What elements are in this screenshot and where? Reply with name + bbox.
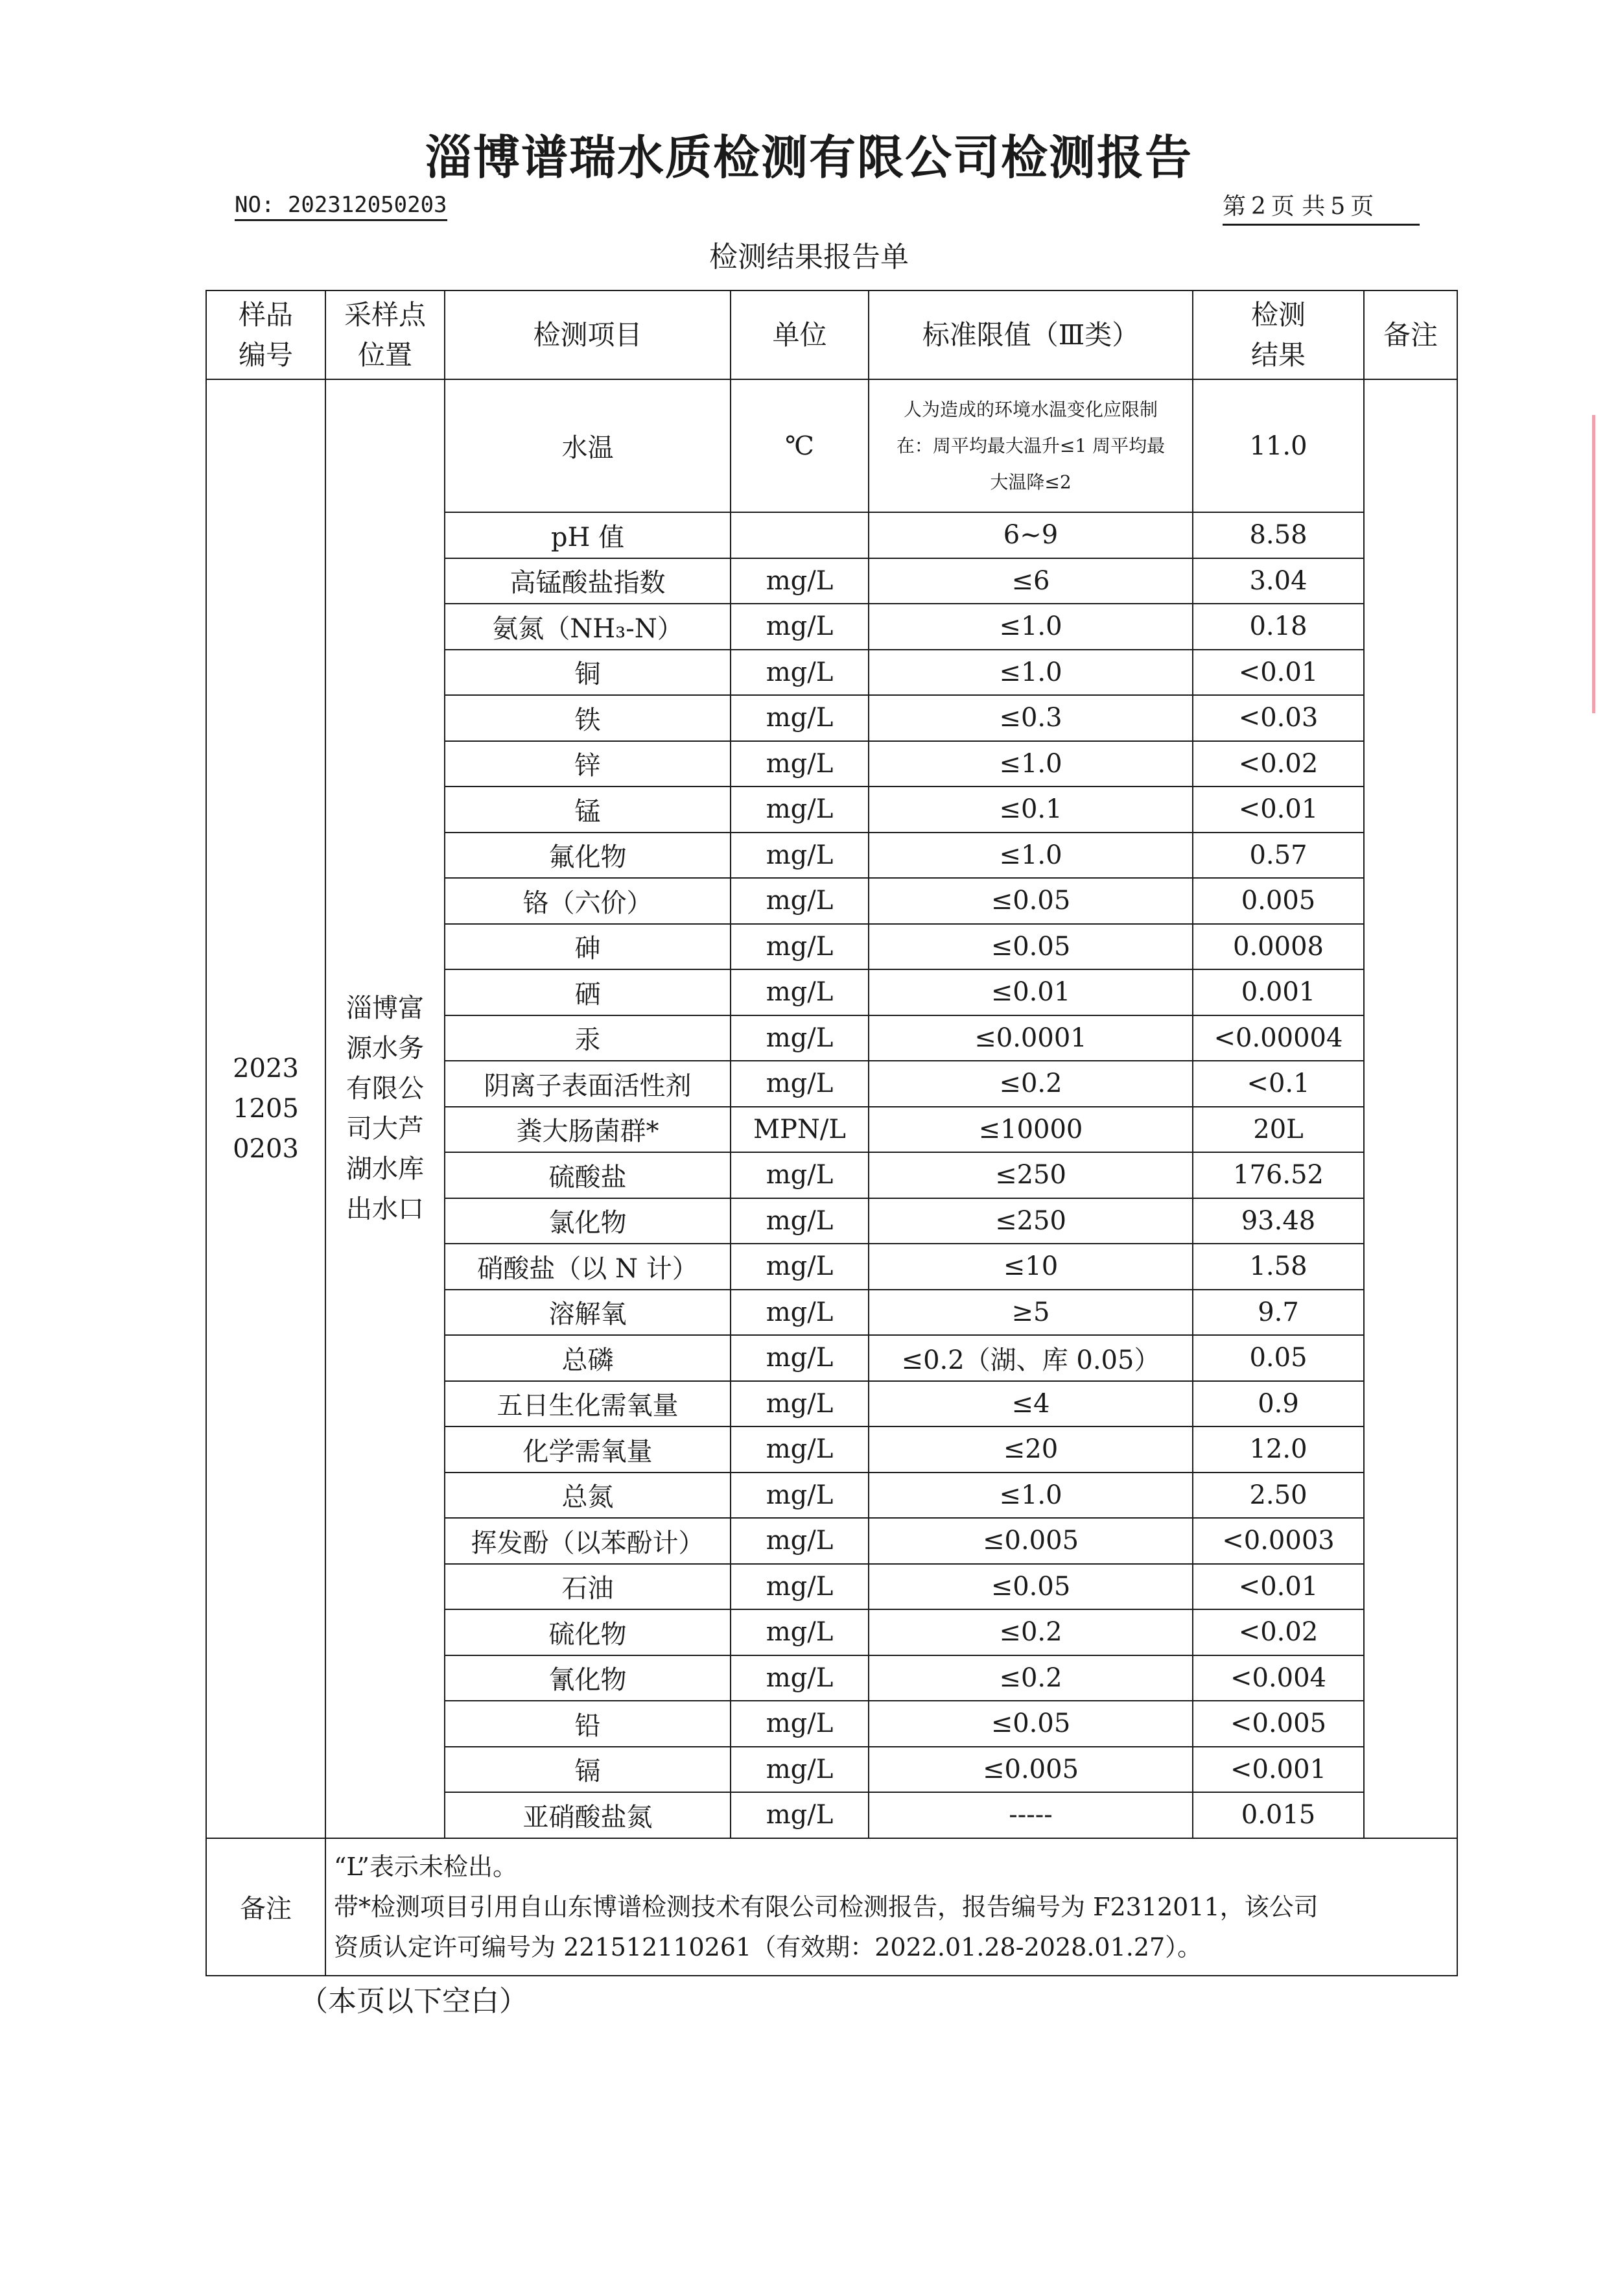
- standard-cell: 6~9: [869, 512, 1193, 558]
- unit-cell: [731, 512, 869, 558]
- item-cell: 氟化物: [445, 833, 731, 879]
- result-cell: 11.0: [1193, 379, 1364, 512]
- page-current: 2: [1251, 193, 1266, 220]
- item-cell: 铁: [445, 695, 731, 741]
- item-cell: 五日生化需氧量: [445, 1381, 731, 1427]
- result-cell: <0.00004: [1193, 1015, 1364, 1061]
- result-cell: 1.58: [1193, 1244, 1364, 1290]
- standard-cell: ≤0.005: [869, 1747, 1193, 1793]
- header-sample-id: 样品 编号: [206, 290, 325, 379]
- standard-cell: ≤250: [869, 1152, 1193, 1198]
- standard-cell: ≤0.05: [869, 1701, 1193, 1747]
- header-result: 检测 结果: [1193, 290, 1364, 379]
- notes-row: [206, 1838, 1457, 1976]
- result-cell: 176.52: [1193, 1152, 1364, 1198]
- unit-cell: mg/L: [731, 604, 869, 650]
- item-cell: 挥发酚（以苯酚计）: [445, 1518, 731, 1564]
- item-cell: 锰: [445, 787, 731, 833]
- standard-cell: ≤0.005: [869, 1518, 1193, 1564]
- standard-line: 在：周平均最大温升≤1 周平均最: [896, 434, 1166, 456]
- result-cell: 0.05: [1193, 1335, 1364, 1381]
- result-cell: <0.01: [1193, 1564, 1364, 1610]
- item-cell: 溶解氧: [445, 1290, 731, 1336]
- result-cell: 3.04: [1193, 558, 1364, 604]
- standard-cell: ≤6: [869, 558, 1193, 604]
- unit-cell: mg/L: [731, 1701, 869, 1747]
- item-cell: pH 值: [445, 512, 731, 558]
- item-cell: 锌: [445, 741, 731, 787]
- standard-cell: ≤0.05: [869, 1564, 1193, 1610]
- standard-cell: ≤1.0: [869, 650, 1193, 696]
- page-label-suffix: 页: [1350, 193, 1374, 220]
- item-cell: 粪大肠菌群*: [445, 1107, 731, 1153]
- sample-location-line: 司大芦: [346, 1113, 424, 1144]
- item-cell: 砷: [445, 924, 731, 970]
- standard-cell: ≤20: [869, 1426, 1193, 1473]
- item-cell: 阴离子表面活性剂: [445, 1061, 731, 1107]
- result-cell: <0.1: [1193, 1061, 1364, 1107]
- standard-cell: ≤1.0: [869, 833, 1193, 879]
- result-cell: <0.02: [1193, 741, 1364, 787]
- notes-label: 备注: [206, 1838, 325, 1976]
- result-cell: 0.001: [1193, 969, 1364, 1015]
- standard-line: 大温降≤2: [990, 471, 1072, 493]
- sample-location-line: 淄博富: [346, 993, 424, 1023]
- sample-id-line: 2023: [233, 1053, 299, 1083]
- unit-cell: mg/L: [731, 1792, 869, 1838]
- standard-cell: ≤0.2: [869, 1061, 1193, 1107]
- result-cell: <0.0003: [1193, 1518, 1364, 1564]
- result-cell: 2.50: [1193, 1473, 1364, 1519]
- sample-id-cell: [206, 379, 325, 1838]
- result-cell: 0.005: [1193, 878, 1364, 924]
- sample-id-line: 0203: [233, 1133, 299, 1164]
- unit-cell: mg/L: [731, 1152, 869, 1198]
- header-remark: 备注: [1364, 290, 1457, 379]
- item-cell: 硒: [445, 969, 731, 1015]
- result-cell: 8.58: [1193, 512, 1364, 558]
- item-cell: 总氮: [445, 1473, 731, 1519]
- unit-cell: mg/L: [731, 1473, 869, 1519]
- page-label-mid: 页 共: [1271, 193, 1326, 220]
- standard-cell: -----: [869, 1792, 1193, 1838]
- notes-cell: [325, 1838, 1457, 1976]
- standard-cell: ≤0.0001: [869, 1015, 1193, 1061]
- standard-cell: ≤250: [869, 1198, 1193, 1244]
- unit-cell: ℃: [731, 379, 869, 512]
- note-line: “L”表示未检出。: [334, 1852, 517, 1881]
- standard-cell: ≤1.0: [869, 1473, 1193, 1519]
- report-number: NO: 202312050203: [235, 192, 447, 221]
- item-cell: 铬（六价）: [445, 878, 731, 924]
- sample-location-line: 湖水库: [346, 1154, 424, 1184]
- table-row: [206, 379, 1457, 512]
- unit-cell: mg/L: [731, 558, 869, 604]
- standard-cell: ≤0.3: [869, 695, 1193, 741]
- header-location: 采样点 位置: [325, 290, 445, 379]
- results-table: [205, 290, 1458, 1976]
- standard-cell: ≤0.1: [869, 787, 1193, 833]
- unit-cell: mg/L: [731, 878, 869, 924]
- item-cell: 氨氮（NH₃-N）: [445, 604, 731, 650]
- result-cell: 0.18: [1193, 604, 1364, 650]
- item-cell: 硝酸盐（以 N 计）: [445, 1244, 731, 1290]
- standard-cell: ≤0.05: [869, 924, 1193, 970]
- unit-cell: mg/L: [731, 1335, 869, 1381]
- header-unit: 单位: [731, 290, 869, 379]
- seal-stamp-edge: [1592, 415, 1618, 713]
- company-title: 淄博谱瑞水质检测有限公司检测报告: [425, 130, 1193, 185]
- unit-cell: mg/L: [731, 1244, 869, 1290]
- item-cell: 铅: [445, 1701, 731, 1747]
- unit-cell: mg/L: [731, 833, 869, 879]
- result-cell: <0.02: [1193, 1609, 1364, 1655]
- result-cell: 0.9: [1193, 1381, 1364, 1427]
- item-cell: 高锰酸盐指数: [445, 558, 731, 604]
- result-cell: 0.57: [1193, 833, 1364, 879]
- standard-cell: ≤1.0: [869, 741, 1193, 787]
- unit-cell: mg/L: [731, 924, 869, 970]
- sheet-title: 检测结果报告单: [709, 241, 909, 274]
- unit-cell: mg/L: [731, 1381, 869, 1427]
- unit-cell: mg/L: [731, 1426, 869, 1473]
- result-cell: 9.7: [1193, 1290, 1364, 1336]
- note-line: 资质认定许可编号为 221512110261（有效期：2022.01.28-2028.01.27）。: [334, 1932, 1202, 1961]
- standard-cell: ≤0.05: [869, 878, 1193, 924]
- standard-cell: ≤0.2（湖、库 0.05）: [869, 1335, 1193, 1381]
- standard-line: 人为造成的环境水温变化应限制: [903, 398, 1158, 420]
- unit-cell: mg/L: [731, 1290, 869, 1336]
- sample-location-line: 出水口: [346, 1194, 424, 1224]
- unit-cell: MPN/L: [731, 1107, 869, 1153]
- result-cell: <0.01: [1193, 650, 1364, 696]
- result-cell: 0.0008: [1193, 924, 1364, 970]
- result-cell: 12.0: [1193, 1426, 1364, 1473]
- item-cell: 氯化物: [445, 1198, 731, 1244]
- unit-cell: mg/L: [731, 1564, 869, 1610]
- standard-cell: ≤4: [869, 1381, 1193, 1427]
- page-total: 5: [1330, 193, 1346, 220]
- unit-cell: mg/L: [731, 1061, 869, 1107]
- result-cell: <0.01: [1193, 787, 1364, 833]
- standard-cell: ≤0.2: [869, 1655, 1193, 1701]
- item-cell: 亚硝酸盐氮: [445, 1792, 731, 1838]
- unit-cell: mg/L: [731, 1518, 869, 1564]
- standard-cell: ≤1.0: [869, 604, 1193, 650]
- unit-cell: mg/L: [731, 969, 869, 1015]
- item-cell: 石油: [445, 1564, 731, 1610]
- sample-location-line: 源水务: [346, 1033, 424, 1063]
- result-cell: <0.005: [1193, 1701, 1364, 1747]
- standard-cell: [869, 379, 1193, 512]
- unit-cell: mg/L: [731, 1015, 869, 1061]
- item-cell: 汞: [445, 1015, 731, 1061]
- standard-cell: ≤10: [869, 1244, 1193, 1290]
- result-cell: 93.48: [1193, 1198, 1364, 1244]
- header-item: 检测项目: [445, 290, 731, 379]
- unit-cell: mg/L: [731, 1655, 869, 1701]
- unit-cell: mg/L: [731, 741, 869, 787]
- note-line: 带*检测项目引用自山东博谱检测技术有限公司检测报告，报告编号为 F2312011，该公司: [334, 1892, 1319, 1921]
- standard-cell: ≤0.01: [869, 969, 1193, 1015]
- page-label-prefix: 第: [1223, 193, 1247, 220]
- blank-page-note: （本页以下空白）: [299, 1985, 528, 2018]
- table-header-row: [206, 290, 1457, 379]
- standard-cell: ≤10000: [869, 1107, 1193, 1153]
- unit-cell: mg/L: [731, 1609, 869, 1655]
- result-cell: <0.004: [1193, 1655, 1364, 1701]
- result-cell: <0.03: [1193, 695, 1364, 741]
- sample-id-line: 1205: [233, 1093, 299, 1124]
- sample-location-cell: [325, 379, 445, 1838]
- result-cell: <0.001: [1193, 1747, 1364, 1793]
- standard-cell: ≥5: [869, 1290, 1193, 1336]
- item-cell: 硫化物: [445, 1609, 731, 1655]
- item-cell: 硫酸盐: [445, 1152, 731, 1198]
- header-standard: 标准限值（Ⅲ类）: [869, 290, 1193, 379]
- page-indicator: [1223, 188, 1420, 226]
- unit-cell: mg/L: [731, 787, 869, 833]
- item-cell: 铜: [445, 650, 731, 696]
- sample-location-line: 有限公: [346, 1073, 424, 1104]
- result-cell: 20L: [1193, 1107, 1364, 1153]
- unit-cell: mg/L: [731, 695, 869, 741]
- item-cell: 总磷: [445, 1335, 731, 1381]
- item-cell: 氰化物: [445, 1655, 731, 1701]
- item-cell: 化学需氧量: [445, 1426, 731, 1473]
- standard-cell: ≤0.2: [869, 1609, 1193, 1655]
- unit-cell: mg/L: [731, 650, 869, 696]
- remark-cell: [1364, 379, 1457, 1838]
- result-cell: 0.015: [1193, 1792, 1364, 1838]
- unit-cell: mg/L: [731, 1198, 869, 1244]
- item-cell: 镉: [445, 1747, 731, 1793]
- unit-cell: mg/L: [731, 1747, 869, 1793]
- item-cell: 水温: [445, 379, 731, 512]
